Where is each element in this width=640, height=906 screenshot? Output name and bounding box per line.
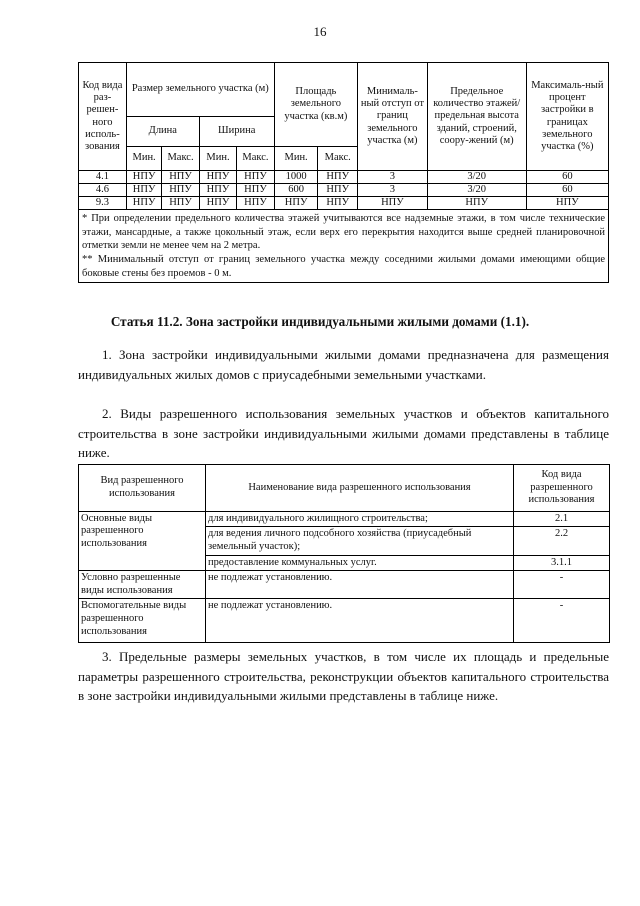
use-code: - bbox=[514, 599, 610, 643]
article-heading: Статья 11.2. Зона застройки индивидуальными жилыми домами (1.1). bbox=[110, 314, 530, 329]
header-size: Размер земельного участка (м) bbox=[126, 63, 274, 117]
header-length-min: Мин. bbox=[126, 147, 161, 171]
use-name: не подлежат установлению. bbox=[206, 599, 514, 643]
cell-floors: 3/20 bbox=[427, 171, 526, 184]
main-use-label: Основные виды разрешенного использования bbox=[79, 511, 206, 570]
cell-code: 9.3 bbox=[79, 197, 127, 210]
use-name: предоставление коммунальных услуг. bbox=[206, 555, 514, 571]
cell-width-max: НПУ bbox=[237, 197, 275, 210]
cell-coverage: 60 bbox=[526, 171, 608, 184]
use-code: 3.1.1 bbox=[514, 555, 610, 571]
cell-area-max: НПУ bbox=[318, 197, 358, 210]
cell-length-max: НПУ bbox=[162, 184, 199, 197]
header-width: Ширина bbox=[199, 117, 274, 147]
paragraph-2: 2. Виды разрешенного использования земельных участков и объектов капитального строительства в зоне застройки индивидуальными жилыми домами представлены в таблице ниже. bbox=[78, 406, 609, 460]
header-coverage: Максималь-ный процент застройки в границах земельного участка (%) bbox=[526, 63, 608, 171]
cell-area-max: НПУ bbox=[318, 184, 358, 197]
page-number: 16 bbox=[313, 24, 327, 39]
auxiliary-use-label: Вспомогательные виды разрешенного использования bbox=[79, 599, 206, 643]
cell-code: 4.6 bbox=[79, 184, 127, 197]
header-length: Длина bbox=[126, 117, 199, 147]
table-row bbox=[79, 184, 609, 197]
cell-area-min: НПУ bbox=[274, 197, 318, 210]
header-setback: Минималь-ный отступ от границ земельного участка (м) bbox=[358, 63, 428, 171]
header-area-min: Мин. bbox=[274, 147, 318, 171]
cell-area-max: НПУ bbox=[318, 171, 358, 184]
footnote-setback: ** Минимальный отступ от границ земельного участка между соседними жилыми домами имеющими общие боковые стены без проемов - 0 м. bbox=[82, 254, 605, 279]
cell-setback: НПУ bbox=[358, 197, 428, 210]
cell-length-max: НПУ bbox=[162, 197, 199, 210]
header-width-min: Мин. bbox=[199, 147, 236, 171]
header-code: Код вида раз-решен-ного исполь-зования bbox=[79, 63, 127, 171]
header-area: Площадь земельного участка (кв.м) bbox=[274, 63, 357, 147]
cell-floors: 3/20 bbox=[427, 184, 526, 197]
table-row bbox=[79, 511, 610, 527]
header-area-max: Макс. bbox=[318, 147, 358, 171]
cell-width-max: НПУ bbox=[237, 184, 275, 197]
table-row bbox=[79, 171, 609, 184]
paragraph-3: 3. Предельные размеры земельных участков, в том числе их площадь и предельные параметры разрешенного строительства, реконструкции объектов капитального строительства в зоне застройки индивидуальными жилыми представлены в таблице ниже. bbox=[78, 649, 609, 703]
cell-coverage: 60 bbox=[526, 184, 608, 197]
parameters-table bbox=[78, 62, 609, 283]
cell-setback: 3 bbox=[358, 171, 428, 184]
cell-width-max: НПУ bbox=[237, 171, 275, 184]
cell-length-min: НПУ bbox=[126, 197, 161, 210]
cell-coverage: НПУ bbox=[526, 197, 608, 210]
paragraph-1: 1. Зона застройки индивидуальными жилыми домами предназначена для размещения индивидуальных жилых домов с приусадебными земельными участками. bbox=[78, 347, 609, 382]
cell-code: 4.1 bbox=[79, 171, 127, 184]
use-code: 2.2 bbox=[514, 527, 610, 555]
cell-width-min: НПУ bbox=[199, 197, 236, 210]
conditional-use-label: Условно разрешенные виды использования bbox=[79, 571, 206, 599]
use-name: не подлежат установлению. bbox=[206, 571, 514, 599]
table-row bbox=[79, 571, 610, 599]
use-code: 2.1 bbox=[514, 511, 610, 527]
header-use-type: Вид разрешенного использования bbox=[79, 465, 206, 512]
table-row bbox=[79, 599, 610, 643]
cell-width-min: НПУ bbox=[199, 171, 236, 184]
cell-length-min: НПУ bbox=[126, 171, 161, 184]
footnote-floors: * При определении предельного количества этажей учитываются все надземные этажи, в том числе технические этажи, мансардные, а также цокольный этаж, если верх его перекрытия находится выше средней планировочной отметки земли не менее чем на 2 метра. bbox=[82, 213, 605, 252]
header-width-max: Макс. bbox=[237, 147, 275, 171]
cell-area-min: 1000 bbox=[274, 171, 318, 184]
cell-length-max: НПУ bbox=[162, 171, 199, 184]
use-name: для индивидуального жилищного строительства; bbox=[206, 511, 514, 527]
cell-length-min: НПУ bbox=[126, 184, 161, 197]
header-use-name: Наименование вида разрешенного использования bbox=[206, 465, 514, 512]
cell-floors: НПУ bbox=[427, 197, 526, 210]
use-name: для ведения личного подсобного хозяйства (приусадебный земельный участок); bbox=[206, 527, 514, 555]
table-row bbox=[79, 197, 609, 210]
cell-setback: 3 bbox=[358, 184, 428, 197]
cell-area-min: 600 bbox=[274, 184, 318, 197]
cell-width-min: НПУ bbox=[199, 184, 236, 197]
header-length-max: Макс. bbox=[162, 147, 199, 171]
use-code: - bbox=[514, 571, 610, 599]
permitted-use-table bbox=[78, 464, 610, 643]
header-use-code: Код вида разрешенного использования bbox=[514, 465, 610, 512]
table-notes bbox=[79, 210, 609, 283]
header-floors: Предельное количество этажей/ предельная высота зданий, строений, соору-жений (м) bbox=[427, 63, 526, 171]
